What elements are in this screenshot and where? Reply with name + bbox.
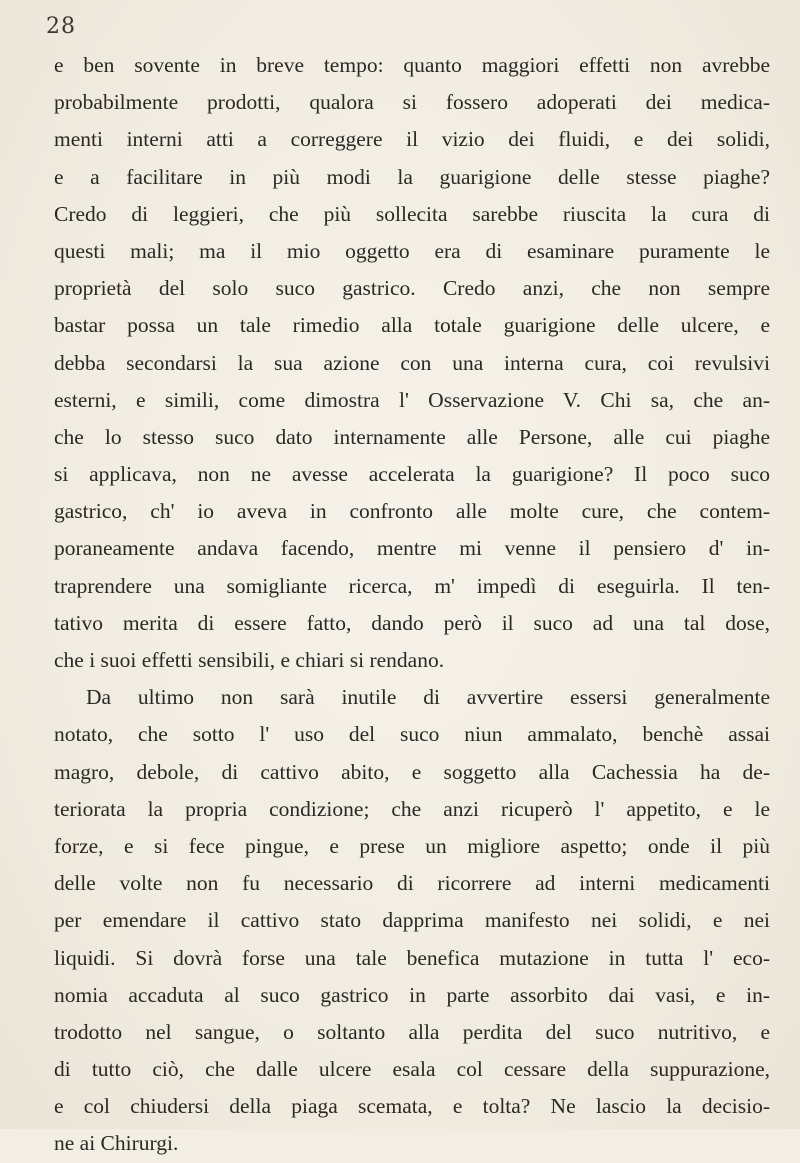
text-line: magro, debole, di cattivo abito, e soggetto alla Cachessia ha de-	[54, 759, 770, 784]
text-line: menti interni atti a correggere il vizio dei fluidi, e dei solidi,	[54, 127, 770, 152]
text-line: esterni, e simili, come dimostra l' Osservazione V. Chi sa, che an-	[54, 387, 770, 412]
text-line: liquidi. Si dovrà forse una tale benefica mutazione in tutta l' eco-	[54, 945, 770, 970]
text-line: Credo di leggieri, che più sollecita sarebbe riuscita la cura di	[54, 201, 770, 226]
text-line: tativo merita di essere fatto, dando però il suco ad una tal dose,	[54, 610, 770, 635]
paragraph-end-line: che i suoi effetti sensibili, e chiari si rendano.	[54, 648, 445, 672]
text-line: e ben sovente in breve tempo: quanto maggiori effetti non avrebbe	[54, 53, 770, 77]
paragraph-end-line: ne ai Chirurgi.	[54, 1131, 179, 1156]
text-line: bastar possa un tale rimedio alla totale guarigione delle ulcere, e	[54, 313, 770, 338]
text-line: gastrico, ch' io aveva in confronto alle molte cure, che contem-	[54, 499, 770, 524]
text-line: per emendare il cattivo stato dapprima manifesto nei solidi, e nei	[54, 908, 770, 933]
text-line: traprendere una somigliante ricerca, m' impedì di eseguirla. Il ten-	[54, 573, 770, 598]
text-line: trodotto nel sangue, o soltanto alla perdita del suco nutritivo, e	[54, 1019, 770, 1044]
text-line: debba secondarsi la sua azione con una interna cura, coi revulsivi	[54, 350, 770, 375]
paragraph-start-line: Da ultimo non sarà inutile di avvertire essersi generalmente	[86, 685, 770, 710]
text-line: che lo stesso suco dato internamente alle Persone, alle cui piaghe	[54, 424, 770, 449]
text-line: proprietà del solo suco gastrico. Credo anzi, che non sempre	[54, 276, 770, 301]
text-line: questi mali; ma il mio oggetto era di esaminare puramente le	[54, 238, 770, 263]
text-line: teriorata la propria condizione; che anzi ricuperò l' appetito, e le	[54, 796, 770, 821]
text-line: probabilmente prodotti, qualora si fossero adoperati dei medica-	[54, 90, 770, 115]
page-number: 28	[46, 14, 76, 39]
text-line: di tutto ciò, che dalle ulcere esala col cessare della suppurazione,	[54, 1057, 770, 1082]
text-line: si applicava, non ne avesse accelerata la guarigione? Il poco suco	[54, 462, 770, 487]
text-line: poraneamente andava facendo, mentre mi venne il pensiero d' in-	[54, 536, 770, 561]
text-line: nomia accaduta al suco gastrico in parte assorbito dai vasi, e in-	[54, 982, 770, 1007]
body-text	[54, 47, 770, 1163]
text-line: e col chiudersi della piaga scemata, e tolta? Ne lascio la decisio-	[54, 1094, 770, 1119]
text-line: delle volte non fu necessario di ricorrere ad interni medicamenti	[54, 871, 770, 896]
text-line: e a facilitare in più modi la guarigione delle stesse piaghe?	[54, 164, 770, 189]
text-line: forze, e si fece pingue, e prese un migliore aspetto; onde il più	[54, 833, 770, 858]
text-line: notato, che sotto l' uso del suco niun ammalato, benchè assai	[54, 722, 770, 747]
